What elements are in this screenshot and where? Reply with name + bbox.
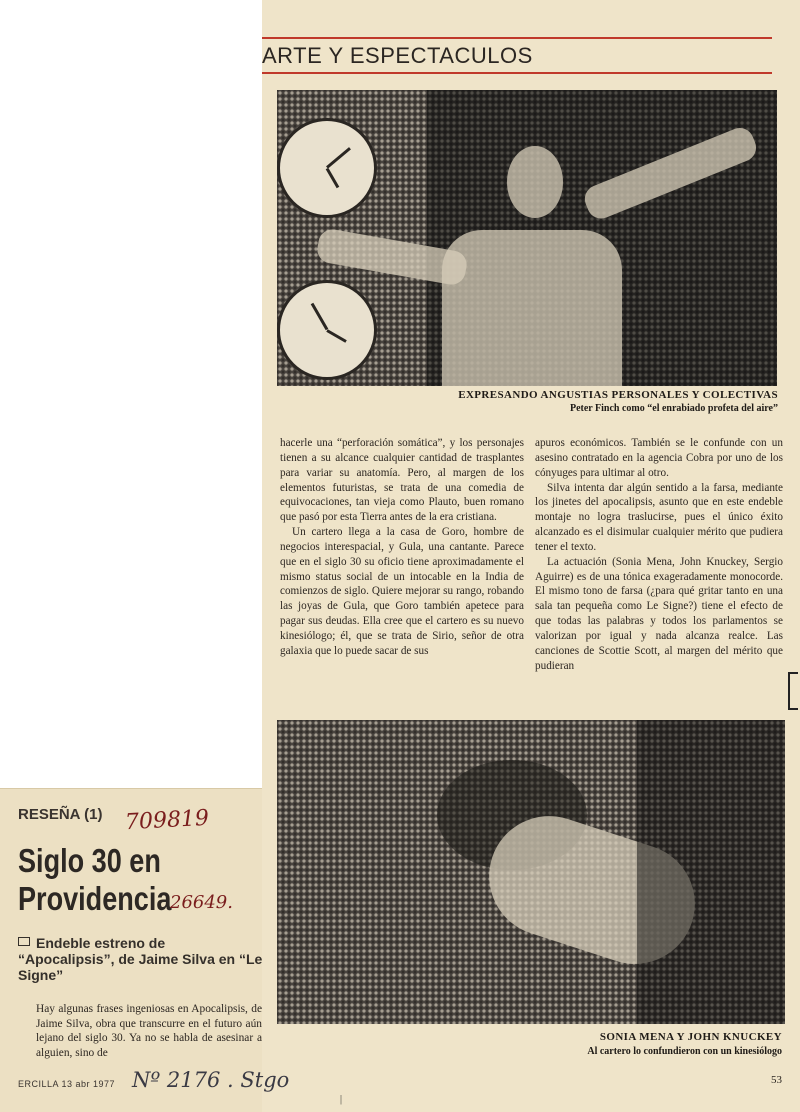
clipping-edge [0,788,262,789]
actor-head [507,146,563,218]
page-number: 53 [771,1074,782,1086]
handwritten-number: 709819 [124,805,210,836]
photo-sonia-mena-john-knuckey [277,720,785,1024]
article-column-1 [280,436,524,659]
edge-bracket-mark [788,672,798,710]
photo-top-caption-sub: Peter Finch como “el enrabiado profeta del aire” [569,403,778,414]
review-kicker: RESEÑA (1) [18,806,103,823]
handwritten-note: Nº 2176 . Stgo [132,1068,290,1092]
square-bullet-icon [18,937,30,946]
subheadline [18,935,263,983]
wall-clock-icon [277,118,377,218]
paragraph: La actuación (Sonia Mena, John Knuckey, Sergio Aguirre) es de una tónica exageradamente monocorde. El mismo tono de farsa (¿para qué gritar tanto en una sala tan pequeña como Le Signe?) tiene el efecto de que todas las palabras y todos los parlamentos se valorizan por igual y nada alcanza realce. Las canciones de Scottie Scott, al margen del mérito que pudieran [535,555,783,672]
paragraph: Silva intenta dar algún sentido a la farsa, mediante los jinetes del apocalipsis, asunto que en este endeble montaje no logra traslucirse, pues el único éxito alcanzado es el disimular cualquier mérito que pudiera tener el texto. [535,481,783,553]
photo-bottom-caption-title: SONIA MENA Y JOHN KNUCKEY [599,1031,782,1043]
photo-top-caption-title: EXPRESANDO ANGUSTIAS PERSONALES Y COLECTIVAS [458,389,778,401]
headline [18,842,171,918]
photo-peter-finch [277,90,777,386]
headline-line-1: Siglo 30 en [18,842,161,879]
wall-clock-icon [277,280,377,380]
section-title: ARTE Y ESPECTACULOS [262,43,533,68]
pencil-mark: | [340,1094,343,1105]
article-column-2 [535,436,783,674]
paragraph: Un cartero llega a la casa de Goro, hombre de negocios interespacial, y Gula, una cantante. Parece que en el siglo 30 su oficio tiene aproximadamente el mismo status social de un intocable en la India de comienzos de siglo. Quiere mejorar su rango, robando las joyas de Gula, que Goro también apetece para pagar sus deudas. Ella cree que el cartero es su nuevo kinesiólogo; él, que se trata de Sirio, señor de otra galaxia que lo puede sacar de sus [280,526,524,657]
subheadline-text: Endeble estreno de “Apocalipsis”, de Jaime Silva en “Le Signe” [18,935,263,983]
actor-torso [442,230,622,386]
paragraph: hacerle una “perforación somática”, y los personajes tienen a su alcance cualquier cantidad de trasplantes para variar su anatomía. Pero, al margen de los elementos futuristas, se trata de una comedia de equivocaciones, tan vieja como Plauto, buen romano que pasó por esta Tierra antes de la era cristiana. [280,437,524,524]
photo-bottom-caption-sub: Al cartero lo confundieron con un kinesiólogo [587,1046,782,1057]
article-lead: Hay algunas frases ingeniosas en Apocalipsis, de Jaime Silva, obra que transcurre en el futuro aún lejano del siglo 30. Ya no se habla de asesinar a alguien, sino de [36,1003,262,1059]
handwritten-number-2: 26649. [170,892,233,913]
source-line: ERCILLA 13 abr 1977 [18,1079,116,1089]
photo-dark-right [637,720,785,1024]
headline-line-2: Providencia [18,880,172,917]
section-rule-top [262,37,772,39]
paragraph: apuros económicos. También se le confunde con un asesino contratado en la agencia Cobra por uno de los cónyuges para ultimar al otro. [535,437,783,479]
section-rule-bottom [262,72,772,74]
